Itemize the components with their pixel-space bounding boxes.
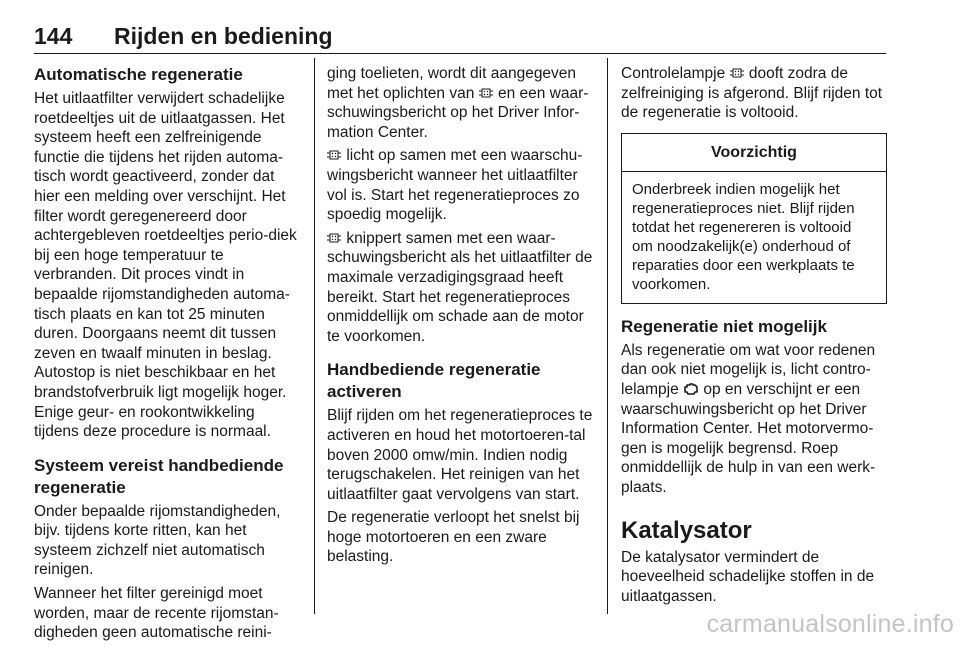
paragraph-text: ging toelieten, wordt dit aangegeven met het oplichten van — [327, 65, 577, 102]
paragraph-text: op en verschijnt er een waarschuwingsbericht op het Driver Information Center. Het motorvermo-gen is mogelijk begrensd. Roep onmiddellijk de hulp in van een werk-plaats. — [621, 380, 876, 496]
page-header — [34, 21, 886, 54]
column-divider — [314, 58, 315, 614]
paragraph — [327, 146, 593, 224]
watermark: carmanualsonline.info — [706, 610, 954, 638]
paragraph-text: dooft zodra de zelfreiniging is afgerond. Blijf rijden tot de regeneratie is voltooid. — [621, 65, 883, 122]
diesel-particulate-filter-icon — [479, 86, 493, 100]
paragraph: Het uitlaatfilter verwijdert schadelijke roetdeeltjes uit de uitlaatgassen. Het systeem heeft een zelfreinigende functie die tijdens het rijden automa-tisch wordt geactiveerd, zonder dat hier een melding over verschijnt. Het filter wordt geregenereerd door achtergebleven roetdeeltjes perio-diek bij een hoge temperatuur te verbranden. Dit proces vindt in bepaalde rijomstandigheden automa-tisch plaats en kan tot 25 minuten duren. Doorgaans neemt dit tussen zeven en twaalf minuten in beslag. Autostop is niet beschikbaar en het brandstofverbruik ligt mogelijk hoger. Enige geur- en rookontwikkeling tijdens deze procedure is normaal. — [34, 90, 297, 441]
heading-activate-manual: Handbediende regeneratie activeren — [327, 360, 541, 402]
paragraph-text: licht op samen met een waarschu-wingsbericht wanneer het uitlaatfilter vol is. Start het regeneratieproces zo spoedig mogelijk. — [327, 147, 583, 224]
engine-check-icon — [683, 381, 699, 397]
heading-regeneration-not-possible: Regeneratie niet mogelijk — [621, 316, 827, 336]
paragraph-text: Als regeneratie om wat voor redenen dan ook niet mogelijk is, licht contro-lelampje — [621, 341, 876, 398]
diesel-particulate-filter-icon — [730, 66, 744, 80]
diesel-particulate-filter-icon — [327, 148, 341, 162]
paragraph: De regeneratie verloopt het snelst bij hoge motortoeren en een zware belasting. — [327, 509, 580, 566]
paragraph: Onder bepaalde rijomstandigheden, bijv. tijdens korte ritten, kan het systeem zichzelf niet automatisch reinigen. — [34, 502, 281, 579]
caution-box — [621, 133, 887, 304]
column-3 — [621, 64, 887, 610]
paragraph — [621, 64, 887, 123]
paragraph-text: en een waar-schuwingsbericht op het Driver Infor-mation Center. — [327, 84, 589, 141]
paragraph — [327, 64, 593, 142]
paragraph-text: knippert samen met een waar-schuwingsbericht als het uitlaatfilter de maximale verzadigingsgraad heeft bereikt. Start het regeneratieproces onmiddellijk om schade aan de motor te voorkomen. — [327, 229, 593, 345]
diesel-particulate-filter-icon — [327, 231, 341, 245]
heading-automatic-regeneration: Automatische regeneratie — [34, 65, 243, 84]
paragraph-text: Controlelampje — [621, 65, 726, 82]
column-2 — [327, 64, 593, 571]
paragraph — [621, 341, 887, 498]
caution-text: Onderbreek indien mogelijk het regeneratieproces niet. Blijf rijden totdat het regenereren is voltooid om noodzakelijk(e) onderhoud of reparaties door een werkplaats te voorkomen. — [632, 180, 855, 293]
page-number: 144 — [34, 23, 73, 49]
paragraph: De katalysator vermindert de hoeveelheid schadelijke stoffen in de uitlaatgassen. — [621, 548, 875, 605]
running-title: Rijden en bediening — [114, 23, 333, 49]
heading-catalytic-converter: Katalysator — [621, 516, 752, 544]
column-1 — [34, 64, 300, 647]
paragraph: Blijf rijden om het regeneratieproces te activeren en houd het motortoeren-tal boven 2000 omw/min. Indien nodig terugschakelen. Het reinigen van het uitlaatfilter gaat vervolgens van start. — [327, 407, 593, 503]
paragraph: Wanneer het filter gereinigd moet worden, maar de recente rijomstan-digheden geen automatische reini- — [34, 585, 279, 642]
heading-manual-required: Systeem vereist handbediende regeneratie — [34, 455, 284, 497]
caution-title: Voorzichtig — [622, 134, 886, 172]
paragraph — [327, 229, 593, 347]
column-divider — [607, 58, 608, 614]
